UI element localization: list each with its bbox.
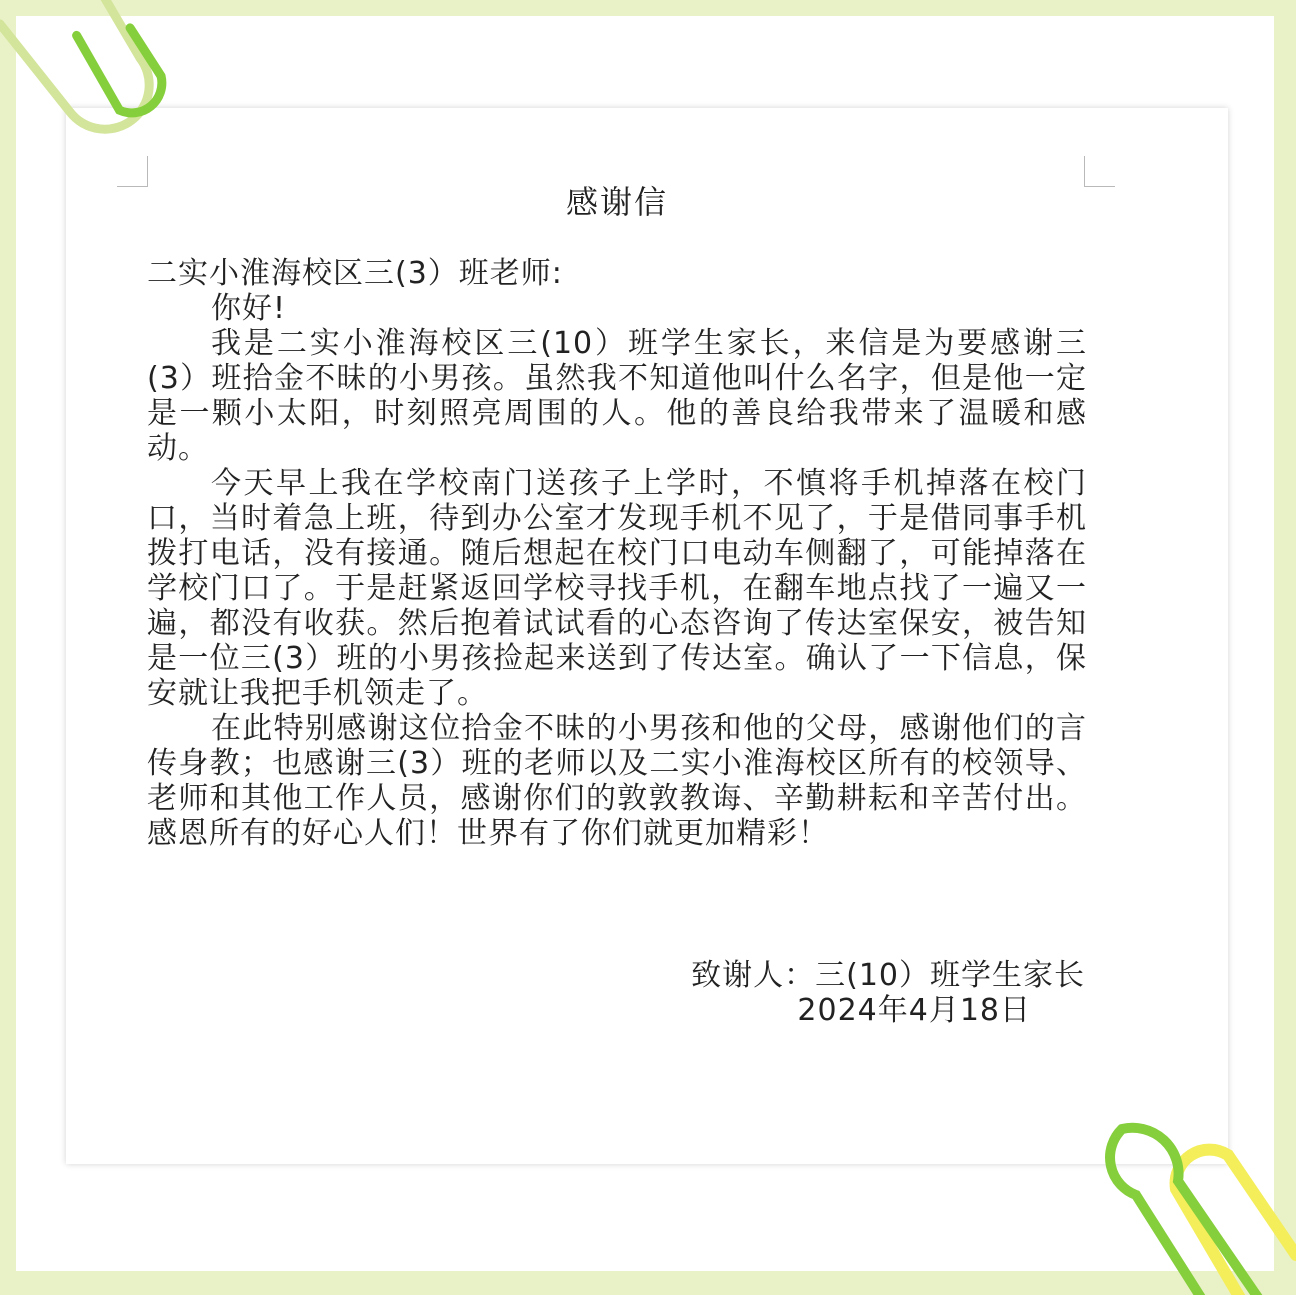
paperclip-top-left-icon [0, 0, 200, 170]
letter-date: 2024年4月18日 [797, 993, 1031, 1028]
margin-corner-top-right [1084, 156, 1115, 187]
letter-title: 感谢信 [565, 183, 668, 221]
letter-body [147, 256, 1087, 851]
salutation: 二实小淮海校区三(3）班老师: [147, 256, 563, 291]
paragraph-intro: 我是二实小淮海校区三(10）班学生家长，来信是为要感谢三(3）班拾金不昧的小男孩。虽然我不知道他叫什么名字，但是他一定是一颗小太阳，时刻照亮周围的人。他的善良给我带来了温暖和感动。 [147, 326, 1087, 466]
signature-block [147, 958, 1085, 1028]
signature: 致谢人：三(10）班学生家长 [691, 958, 1085, 993]
paragraph-thanks: 在此特别感谢这位拾金不昧的小男孩和他的父母，感谢他们的言传身教；也感谢三(3）班的老师以及二实小淮海校区所有的校领导、老师和其他工作人员，感谢你们的敦敦教诲、辛勤耕耘和辛苦付出。感恩所有的好心人们！世界有了你们就更加精彩！ [147, 711, 1087, 851]
paperclip-bottom-right-icon [1100, 1085, 1296, 1295]
greeting: 你好! [211, 291, 287, 326]
paragraph-story: 今天早上我在学校南门送孩子上学时，不慎将手机掉落在校门口，当时着急上班，待到办公室才发现手机不见了，于是借同事手机拨打电话，没有接通。随后想起在校门口电动车侧翻了，可能掉落在学校门口了。于是赶紧返回学校寻找手机，在翻车地点找了一遍又一遍，都没有收获。然后抱着试试看的心态咨询了传达室保安，被告知是一位三(3）班的小男孩捡起来送到了传达室。确认了一下信息，保安就让我把手机领走了。 [147, 466, 1087, 711]
